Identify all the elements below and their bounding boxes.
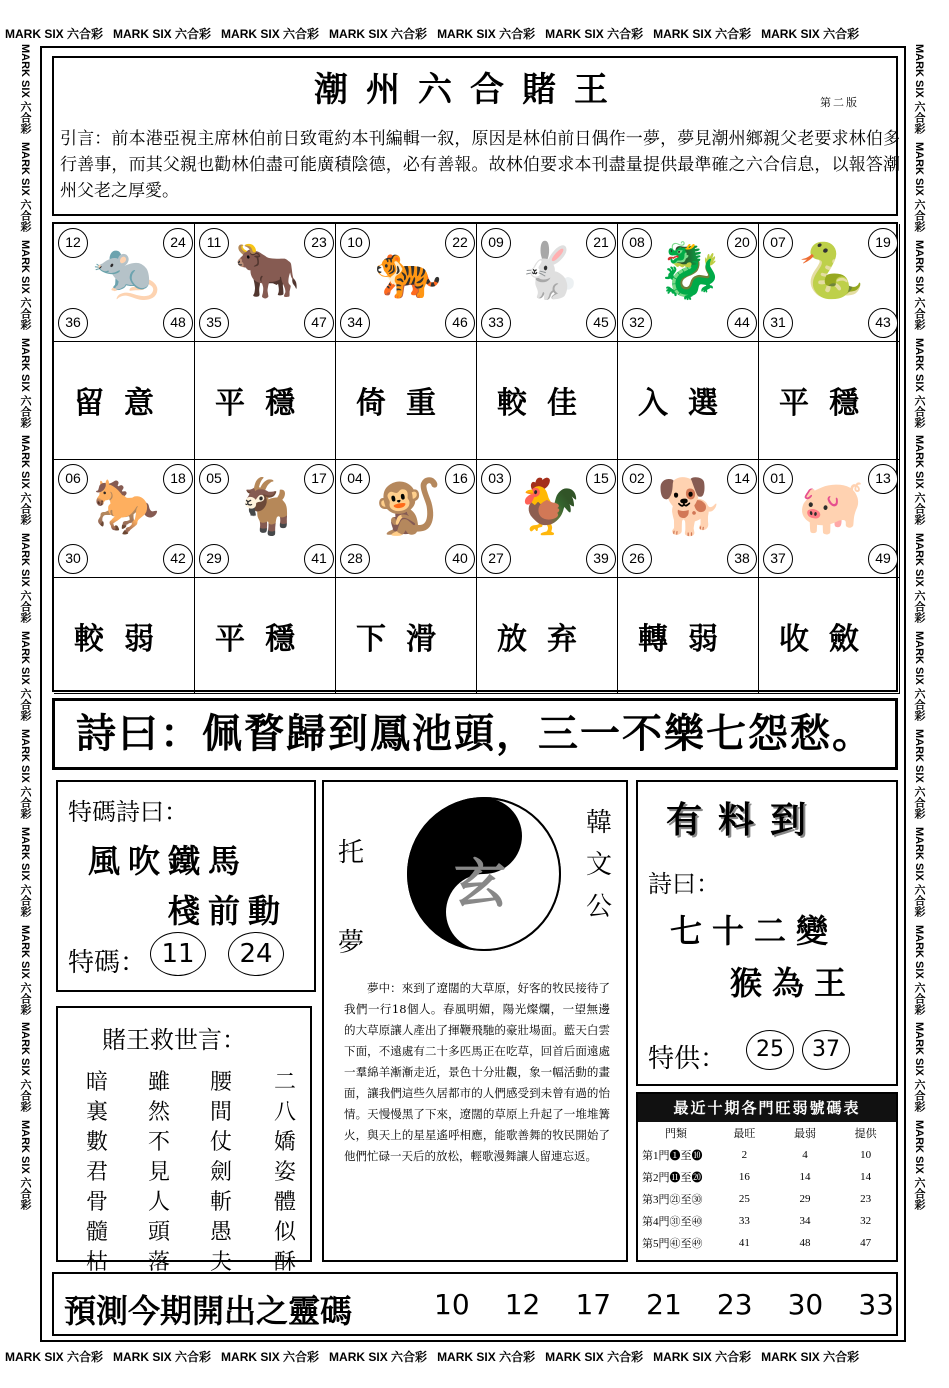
zodiac-number: 23 [304, 228, 334, 258]
border-text: MARK SIX 六合彩 [19, 435, 31, 526]
zodiac-cell [336, 224, 477, 342]
zodiac-cell [759, 224, 900, 342]
special-poem-box [56, 780, 316, 992]
zodiac-verdict-cell [54, 342, 195, 460]
recent-door-range: ㉛至㊵ [669, 1216, 703, 1228]
zodiac-cell [477, 460, 618, 578]
zodiac-number: 33 [481, 308, 511, 338]
border-text: MARK SIX 六合彩 [19, 337, 31, 428]
zodiac-verdict: 較弱 [74, 622, 174, 657]
border-text: MARK SIX 六合彩 [545, 26, 644, 41]
zodiac-number: 22 [445, 228, 475, 258]
border-text: MARK SIX 六合彩 [913, 533, 925, 624]
edition-label: 第二版 [820, 96, 859, 109]
zodiac-number: 28 [340, 544, 370, 574]
zodiac-number: 36 [58, 308, 88, 338]
recent-door-label: 第2門 [642, 1172, 670, 1184]
recent-door-range: ㊶至㊾ [669, 1238, 703, 1250]
recent-door-label: 第5門 [642, 1238, 670, 1250]
zodiac-verdict: 下滑 [356, 622, 456, 657]
zodiac-number: 17 [304, 464, 334, 494]
zodiac-number: 13 [868, 464, 898, 494]
zodiac-verdict: 平穩 [215, 386, 315, 421]
recent-door-label: 第4門 [642, 1216, 670, 1228]
special-code-label: 特碼： [68, 948, 147, 978]
zodiac-number: 14 [727, 464, 757, 494]
border-text: MARK SIX 六合彩 [19, 631, 31, 721]
zodiac-number: 39 [586, 544, 616, 574]
border-text: MARK SIX 六合彩 [113, 1349, 212, 1364]
zodiac-number: 21 [586, 228, 616, 258]
zodiac-number: 34 [340, 308, 370, 338]
zodiac-number: 42 [163, 544, 193, 574]
rat-icon: 🐀 [92, 239, 160, 302]
prediction-number: 33 [858, 1288, 894, 1321]
zodiac-number: 37 [763, 544, 793, 574]
recent-door [638, 1188, 714, 1210]
zodiac-verdict: 留意 [74, 386, 174, 421]
border-text: MARK SIX 六合彩 [913, 435, 925, 526]
top-border-strip [0, 22, 949, 44]
recent-row [638, 1232, 896, 1254]
zodiac-cell [54, 460, 195, 578]
border-text: MARK SIX 六合彩 [19, 826, 31, 917]
zodiac-number: 05 [199, 464, 229, 494]
zodiac-number: 31 [763, 308, 793, 338]
zodiac-verdict-cell [336, 578, 477, 694]
border-text: MARK SIX 六合彩 [913, 239, 925, 330]
pig-icon: 🐖 [797, 475, 865, 538]
saying-col-1: 二八嬌姿體似酥 [273, 1070, 296, 1275]
recent-cold: 34 [799, 1215, 811, 1227]
youliao-line1: 七十二變 [670, 912, 839, 950]
zodiac-cell [477, 224, 618, 342]
zodiac-number: 04 [340, 464, 370, 494]
special-poem-label: 特碼詩曰： [68, 798, 188, 826]
recent-door-label: 第1門 [642, 1150, 670, 1162]
zodiac-number: 08 [622, 228, 652, 258]
zodiac-number: 18 [163, 464, 193, 494]
saying-title: 賭王救世言： [102, 1026, 246, 1054]
border-text: MARK SIX 六合彩 [913, 728, 925, 819]
zodiac-verdict-cell [618, 342, 759, 460]
zodiac-number: 48 [163, 308, 193, 338]
recent-offer: 47 [860, 1237, 872, 1249]
border-text: MARK SIX 六合彩 [19, 141, 31, 232]
border-text: MARK SIX 六合彩 [221, 26, 320, 41]
zodiac-verdict: 平穩 [779, 386, 879, 421]
recent-header-cold: 最弱 [793, 1128, 816, 1140]
zodiac-verdict-cell [54, 578, 195, 694]
recent-door-range: ㉑至㉚ [669, 1194, 703, 1206]
zodiac-cell [618, 224, 759, 342]
zodiac-cell [759, 460, 900, 578]
goat-icon: 🐐 [233, 475, 301, 538]
prediction-number: 10 [434, 1288, 470, 1321]
recent-door [638, 1232, 714, 1254]
recent-door-label: 第3門 [642, 1194, 670, 1206]
recent-hot: 16 [738, 1171, 750, 1183]
border-text: MARK SIX 六合彩 [113, 26, 212, 41]
zodiac-verdict-cell [477, 342, 618, 460]
left-border-strip [14, 40, 36, 1350]
dream-text: 夢中：來到了遼闊的大草原，好客的牧民接待了我們一行18個人。春風明媚，陽光燦爛，一望無邊的大草原讓人產出了揮鞭飛馳的豪壯場面。藍天白雲下面，不遠處有二十多匹馬正在吃草，回首后面遠處一羣綿羊漸漸走近，景色十分壯觀，象一幅活動的畫面，讓我們這些久居都市的人們感受到未曾有過的怡情。天慢慢黑了下來，遼闊的草原上升起了一堆堆篝火，與天上的星星遙呼相應，能歌善舞的牧民開始了他們忙碌一天后的放松，輕歌漫舞讓人留連忘返。 [344, 981, 610, 1163]
zodiac-number: 47 [304, 308, 334, 338]
recent-door [638, 1210, 714, 1232]
recent-offer: 14 [860, 1171, 872, 1183]
youliao-title: 有料到 [666, 800, 823, 841]
recent-header-door: 門類 [665, 1128, 687, 1140]
prediction-number: 17 [575, 1288, 612, 1321]
zodiac-number: 12 [58, 228, 88, 258]
recent-hot: 25 [738, 1193, 750, 1205]
dream-box [322, 780, 628, 1262]
recent-cold: 14 [799, 1171, 811, 1183]
dragon-icon: 🐉 [656, 239, 724, 302]
special-poem-line1: 風吹鐵馬 [88, 842, 249, 880]
prediction-number: 23 [716, 1288, 753, 1321]
zodiac-cell [195, 460, 336, 578]
youliao-box [636, 780, 898, 1086]
zodiac-number: 24 [163, 228, 193, 258]
zodiac-number: 11 [199, 228, 229, 258]
zodiac-verdict: 收斂 [779, 622, 879, 657]
border-text: MARK SIX 六合彩 [5, 1349, 104, 1364]
border-text: MARK SIX 六合彩 [19, 533, 31, 624]
border-text: MARK SIX 六合彩 [761, 26, 860, 41]
zodiac-verdict: 平穩 [215, 622, 315, 657]
zodiac-number: 43 [868, 308, 898, 338]
zodiac-number: 16 [445, 464, 475, 494]
border-text: MARK SIX 六合彩 [19, 44, 31, 134]
zodiac-verdict: 放弃 [497, 622, 597, 657]
border-text: MARK SIX 六合彩 [545, 1349, 644, 1364]
intro-text: 引言：前本港亞視主席林伯前日致電約本刊編輯一叙，原因是林伯前日偶作一夢，夢見潮州鄉親父老要求林伯多行善事，而其父親也勸林伯盡可能廣積陰德，必有善報。故林伯要求本刊盡量提供最準確之六合信息，以報答潮州父老之厚愛。 [60, 129, 900, 201]
prediction-numbers [434, 1288, 894, 1321]
recent-offer: 10 [860, 1149, 872, 1161]
youliao-line2: 猴為王 [730, 964, 857, 1002]
border-text: MARK SIX 六合彩 [913, 924, 925, 1015]
prediction-label: 預測今期開出之靈碼 [64, 1292, 353, 1330]
ox-icon: 🐂 [233, 239, 301, 302]
zodiac-verdict: 入選 [638, 386, 738, 421]
zodiac-number: 06 [58, 464, 88, 494]
saying-col-4: 暗裏數君骨髓枯 [85, 1070, 108, 1275]
border-text: MARK SIX 六合彩 [653, 1349, 752, 1364]
border-text: MARK SIX 六合彩 [913, 1022, 925, 1113]
dog-icon: 🐕 [656, 475, 724, 538]
recent-cold: 29 [799, 1193, 811, 1205]
zodiac-number: 19 [868, 228, 898, 258]
rabbit-icon: 🐇 [515, 239, 583, 302]
page-title: 潮州六合賭王 [314, 70, 626, 110]
border-text: MARK SIX 六合彩 [5, 26, 104, 41]
zodiac-number: 09 [481, 228, 511, 258]
special-code-2: 24 [228, 932, 284, 976]
tiger-icon: 🐅 [374, 239, 442, 302]
zodiac-verdict-cell [618, 578, 759, 694]
poem-banner: 詩曰：佩瞀歸到鳳池頭，三一不樂七怨愁。 [52, 698, 898, 770]
recent-row [638, 1166, 896, 1188]
zodiac-verdict: 倚重 [356, 386, 456, 421]
youliao-code-2: 37 [802, 1030, 850, 1070]
zodiac-number: 15 [586, 464, 616, 494]
recent-table-title: 最近十期各門旺弱號碼表 [638, 1094, 896, 1122]
zodiac-verdict-cell [195, 578, 336, 694]
recent-header-offer: 提供 [854, 1128, 877, 1140]
zodiac-grid [52, 222, 898, 692]
border-text: MARK SIX 六合彩 [437, 26, 536, 41]
prediction-number: 12 [504, 1288, 541, 1321]
recent-hot: 33 [738, 1215, 750, 1227]
zodiac-number: 38 [727, 544, 757, 574]
border-text: MARK SIX 六合彩 [913, 337, 925, 428]
recent-table [638, 1122, 896, 1254]
youliao-poem-label: 詩曰： [648, 870, 720, 898]
recent-table-box [636, 1092, 898, 1262]
border-text: MARK SIX 六合彩 [329, 1349, 428, 1364]
zodiac-verdict-cell [336, 342, 477, 460]
recent-cold: 4 [802, 1149, 808, 1161]
border-text: MARK SIX 六合彩 [19, 924, 31, 1015]
recent-row [638, 1210, 896, 1232]
zodiac-number: 07 [763, 228, 793, 258]
border-text: MARK SIX 六合彩 [653, 26, 752, 41]
zodiac-verdict-cell [477, 578, 618, 694]
recent-offer: 23 [860, 1193, 872, 1205]
border-text: MARK SIX 六合彩 [761, 1349, 860, 1364]
zodiac-number: 01 [763, 464, 793, 494]
dream-symbol: 玄 [453, 855, 506, 915]
zodiac-cell [336, 460, 477, 578]
zodiac-number: 35 [199, 308, 229, 338]
right-border-strip [908, 40, 930, 1350]
zodiac-number: 45 [586, 308, 616, 338]
saying-col-2: 腰間仗劍斬愚夫 [209, 1070, 232, 1275]
zodiac-number: 40 [445, 544, 475, 574]
prediction-number: 21 [646, 1288, 682, 1321]
border-text: MARK SIX 六合彩 [913, 1120, 925, 1211]
border-text: MARK SIX 六合彩 [19, 1120, 31, 1211]
recent-offer: 32 [860, 1215, 872, 1227]
recent-cold: 48 [799, 1237, 811, 1249]
zodiac-verdict-cell [759, 342, 900, 460]
border-text: MARK SIX 六合彩 [913, 826, 925, 917]
recent-header-hot: 最旺 [733, 1128, 756, 1140]
saying-col-3: 雖然不見人頭落 [147, 1070, 170, 1275]
bottom-border-strip [0, 1345, 949, 1367]
recent-door-range: ❶至❿ [669, 1150, 703, 1162]
recent-door-range: ⓫至⓴ [669, 1172, 703, 1184]
dream-left-label: 托夢 [337, 838, 364, 958]
monkey-icon: 🐒 [374, 475, 442, 538]
zodiac-verdict: 較佳 [497, 386, 597, 421]
border-text: MARK SIX 六合彩 [19, 728, 31, 819]
recent-door [638, 1144, 714, 1166]
recent-door [638, 1166, 714, 1188]
border-text: MARK SIX 六合彩 [19, 239, 31, 330]
prediction-bar [52, 1272, 898, 1336]
zodiac-number: 41 [304, 544, 334, 574]
zodiac-number: 20 [727, 228, 757, 258]
zodiac-number: 02 [622, 464, 652, 494]
prediction-number: 30 [787, 1288, 824, 1321]
horse-icon: 🐎 [92, 475, 160, 538]
zodiac-number: 49 [868, 544, 898, 574]
recent-row [638, 1144, 896, 1166]
youliao-code-1: 25 [746, 1030, 794, 1070]
zodiac-cell [195, 224, 336, 342]
dream-right-label: 韓文公 [585, 808, 612, 922]
border-text: MARK SIX 六合彩 [329, 26, 428, 41]
zodiac-verdict: 轉弱 [638, 622, 738, 657]
recent-row [638, 1188, 896, 1210]
saying-box [56, 1006, 312, 1275]
border-text: MARK SIX 六合彩 [19, 1022, 31, 1113]
zodiac-cell [54, 224, 195, 342]
border-text: MARK SIX 六合彩 [221, 1349, 320, 1364]
zodiac-number: 29 [199, 544, 229, 574]
youliao-supply-label: 特供： [648, 1044, 727, 1074]
border-text: MARK SIX 六合彩 [913, 631, 925, 721]
zodiac-number: 44 [727, 308, 757, 338]
zodiac-number: 30 [58, 544, 88, 574]
zodiac-number: 03 [481, 464, 511, 494]
zodiac-verdict-cell [759, 578, 900, 694]
zodiac-number: 46 [445, 308, 475, 338]
recent-hot: 2 [741, 1149, 748, 1161]
special-poem-line2: 棧前動 [168, 892, 289, 930]
recent-hot: 41 [738, 1237, 750, 1249]
snake-icon: 🐍 [797, 239, 865, 302]
special-code-1: 11 [150, 932, 206, 976]
border-text: MARK SIX 六合彩 [437, 1349, 536, 1364]
rooster-icon: 🐓 [515, 475, 583, 538]
zodiac-number: 27 [481, 544, 511, 574]
border-text: MARK SIX 六合彩 [913, 44, 925, 134]
border-text: MARK SIX 六合彩 [913, 141, 925, 232]
zodiac-number: 32 [622, 308, 652, 338]
zodiac-cell [618, 460, 759, 578]
zodiac-number: 10 [340, 228, 370, 258]
zodiac-number: 26 [622, 544, 652, 574]
zodiac-verdict-cell [195, 342, 336, 460]
